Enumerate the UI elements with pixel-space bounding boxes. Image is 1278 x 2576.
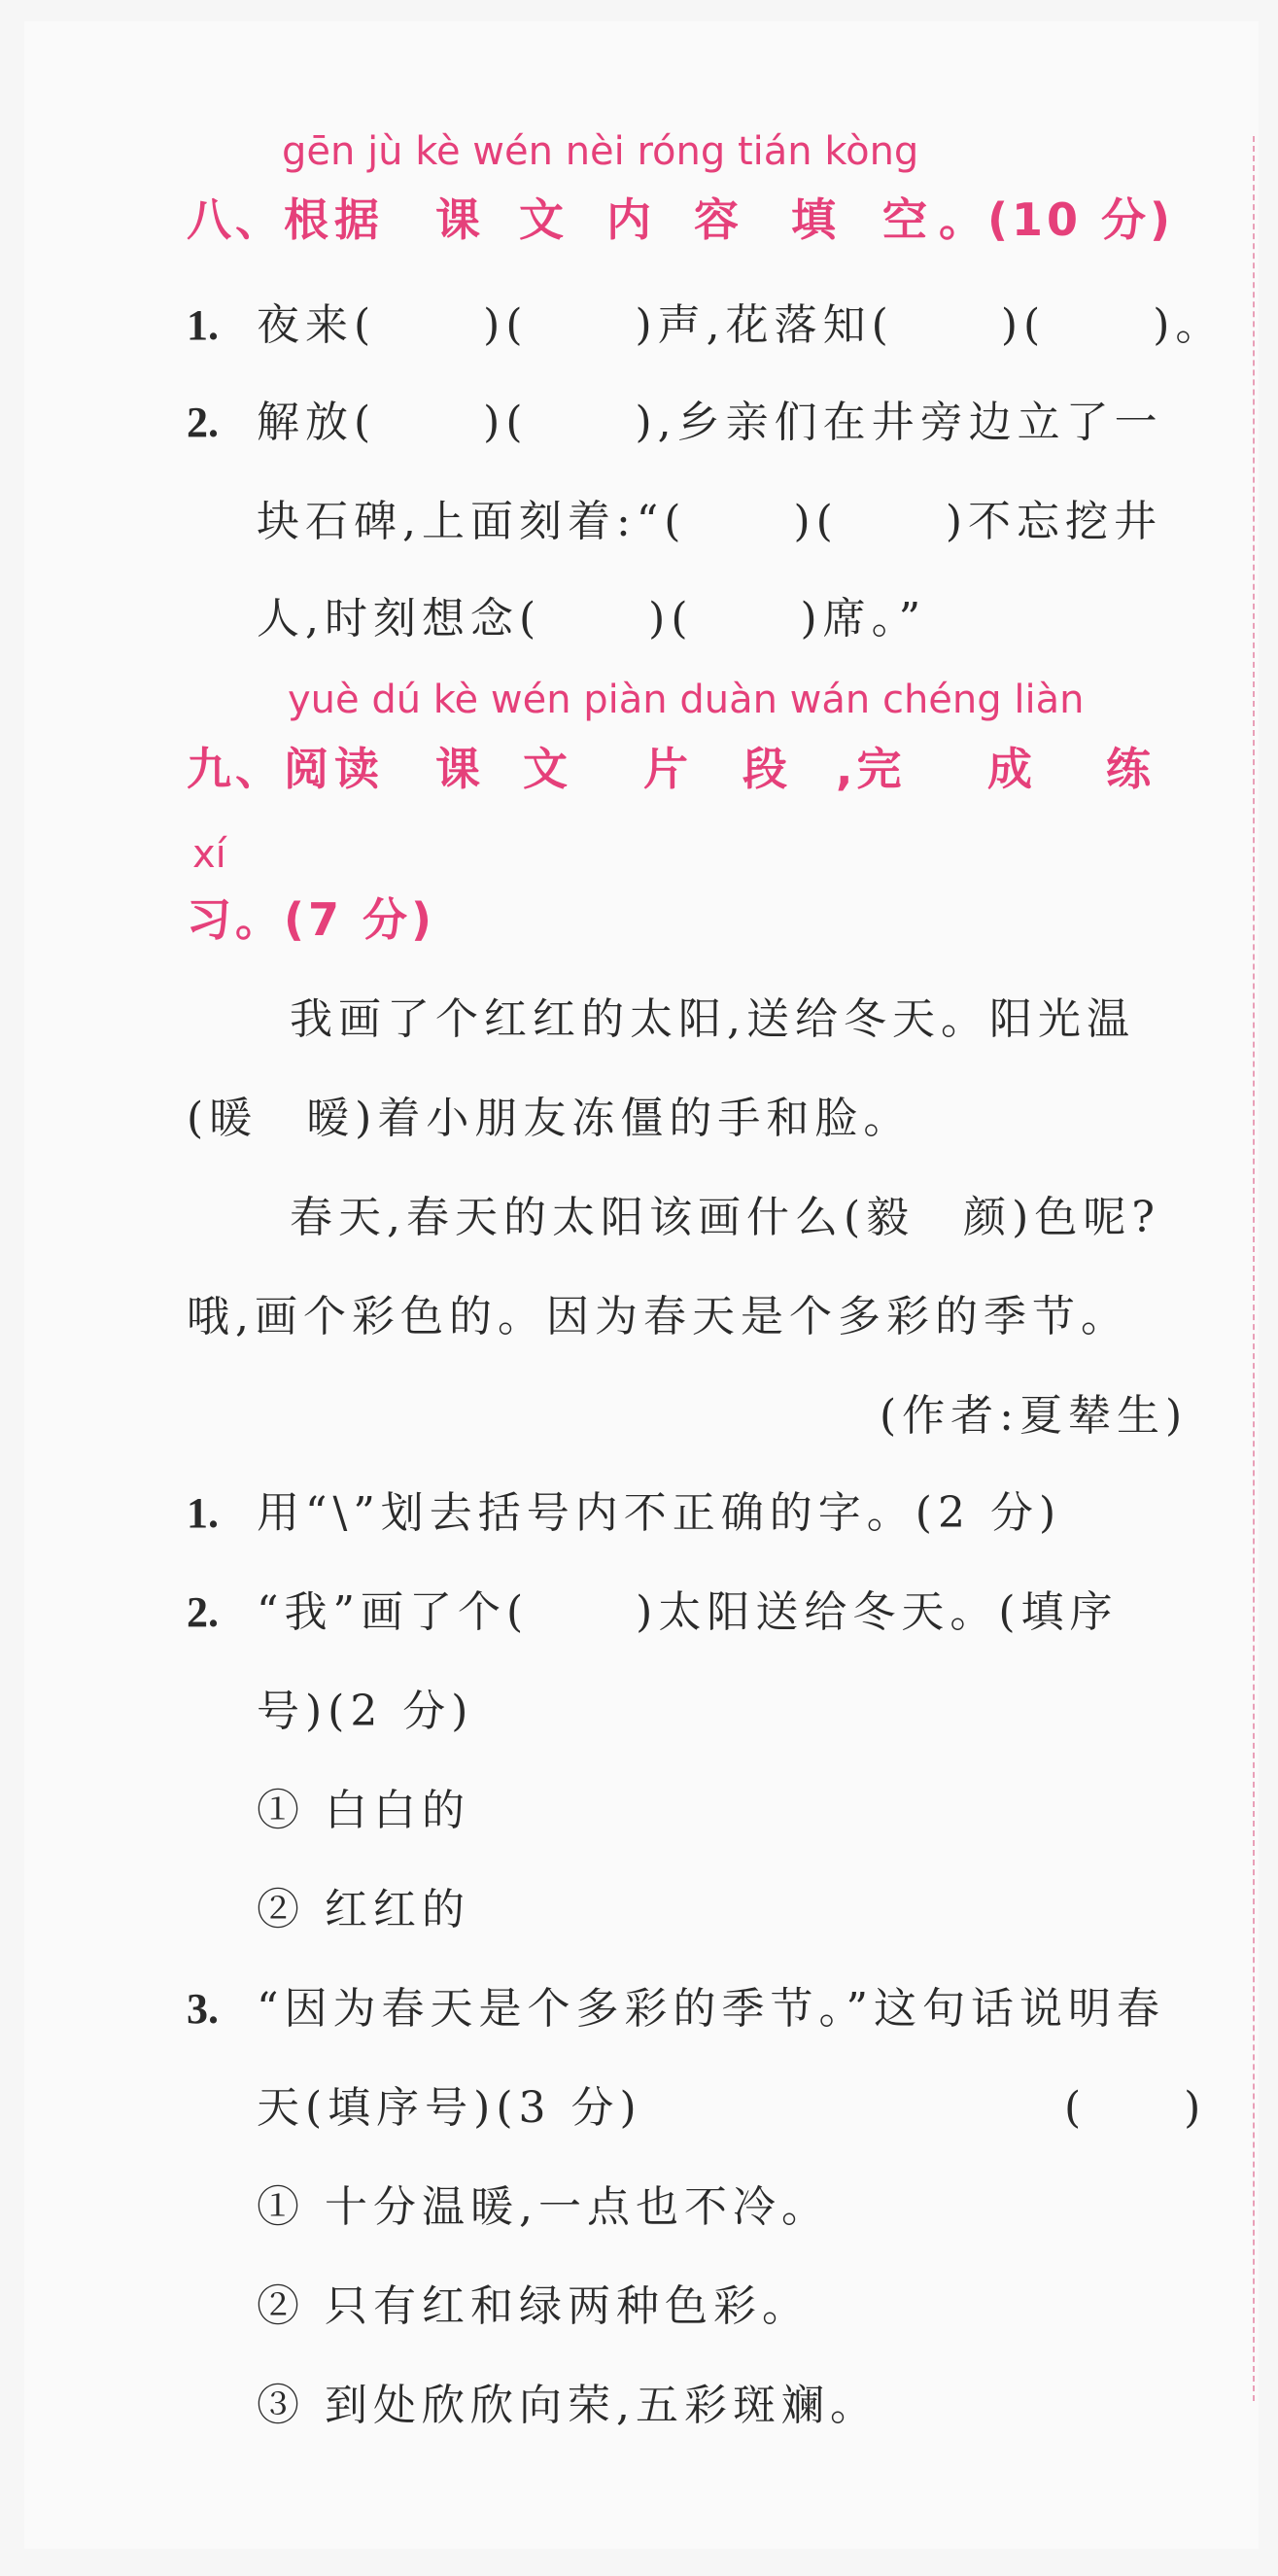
question-text: 人,时刻想念( xyxy=(257,594,542,644)
question-text: )( xyxy=(648,594,694,644)
section9-question-2-line1 xyxy=(187,1577,1119,1639)
question-text: )声,花落知( xyxy=(635,300,894,350)
section8-question-2-line2 xyxy=(257,486,1162,548)
question-number: 2. xyxy=(187,1588,219,1636)
question-text: 用“\”划去括号内不正确的字。(2 分) xyxy=(257,1488,1062,1538)
section8-question-1 xyxy=(187,290,1224,352)
section9-title-line2: 习。(7 分) xyxy=(187,893,436,946)
question-text: )席。” xyxy=(800,594,927,644)
section9-title-char: 成 xyxy=(987,743,1036,795)
answer-bracket[interactable]: ( ) xyxy=(1064,2083,1207,2133)
section9-question-2-line2: 号)(2 分) xyxy=(257,1687,474,1736)
section9-title-char: 文 xyxy=(523,743,571,795)
section8-title-char: 八、根 xyxy=(187,193,332,246)
question-text: ),乡亲们在井旁边立了一 xyxy=(635,398,1163,447)
question-number: 2. xyxy=(187,399,219,446)
question-text: 解放( xyxy=(257,398,377,447)
section8-pinyin: gēn jù kè wén nèi róng tián kòng xyxy=(282,129,919,174)
passage-line: 我画了个红红的太阳,送给冬天。阳光温 xyxy=(290,994,1135,1044)
option-item[interactable]: ② 只有红和绿两种色彩。 xyxy=(257,2281,811,2331)
passage-line: 哦,画个彩色的。因为春天是个多彩的季节。 xyxy=(187,1292,1129,1341)
question-text: )( xyxy=(483,398,529,447)
section8-title xyxy=(187,185,1174,249)
section9-question-1 xyxy=(187,1478,1061,1540)
question-text: “因为春天是个多彩的季节。”这句话说明春 xyxy=(257,1984,1165,2034)
option-item[interactable]: ① 十分温暖,一点也不冷。 xyxy=(257,2182,830,2232)
question-text: )( xyxy=(483,300,529,350)
section9-title-char: ,完 xyxy=(836,743,906,795)
section9-title-char: 读 xyxy=(334,743,383,795)
option-item[interactable]: ③ 到处欣欣向荣,五彩斑斓。 xyxy=(257,2381,879,2430)
section9-title-char: 练 xyxy=(1106,743,1155,795)
section8-title-char: 空 xyxy=(882,193,931,246)
section8-title-char: 内 xyxy=(606,193,655,246)
question-number: 1. xyxy=(187,1489,219,1537)
section8-title-tail: 。(10 分) xyxy=(939,193,1175,246)
margin-dashed-line xyxy=(1253,136,1255,2401)
question-text: 夜来( xyxy=(257,300,377,350)
section9-title-char: 九、阅 xyxy=(187,743,332,795)
question-text: )太阳送给冬天。(填序 xyxy=(636,1587,1119,1637)
section8-title-char: 容 xyxy=(694,193,743,246)
section8-title-char: 课 xyxy=(435,193,484,246)
section9-pinyin: yuè dú kè wén piàn duàn wán chéng liàn xyxy=(288,678,1085,722)
passage-author: (作者:夏辇生) xyxy=(880,1391,1189,1441)
question-text: )( xyxy=(1000,300,1047,350)
question-text: “我”画了个( xyxy=(257,1587,530,1637)
section8-title-char: 填 xyxy=(791,193,840,246)
section8-question-2-line1 xyxy=(187,387,1163,449)
question-text: 块石碑,上面刻着:“( xyxy=(257,497,687,546)
section9-pinyin-xi: xí xyxy=(192,832,226,877)
section8-title-char: 文 xyxy=(519,193,568,246)
section8-question-2-line3 xyxy=(257,583,926,645)
section9-title-char: 段 xyxy=(743,743,791,795)
question-number: 1. xyxy=(187,301,219,349)
question-text: )。 xyxy=(1153,300,1225,350)
passage-line: (暖 暧)着小朋友冻僵的手和脸。 xyxy=(187,1094,913,1143)
section9-title-line1 xyxy=(187,734,1155,798)
option-item[interactable]: ② 红红的 xyxy=(257,1885,470,1934)
section9-question-3-line2: 天(填序号)(3 分) xyxy=(257,2083,642,2133)
section8-title-char: 据 xyxy=(334,193,383,246)
question-number: 3. xyxy=(187,1985,219,2033)
question-text: )不忘挖井 xyxy=(945,497,1162,546)
section9-question-3-line1 xyxy=(187,1973,1165,2036)
section9-title-char: 片 xyxy=(643,743,692,795)
passage-line: 春天,春天的太阳该画什么(毅 颜)色呢? xyxy=(290,1193,1160,1242)
option-item[interactable]: ① 白白的 xyxy=(257,1786,470,1835)
question-text: )( xyxy=(793,497,839,546)
section9-title-char: 课 xyxy=(435,743,484,795)
